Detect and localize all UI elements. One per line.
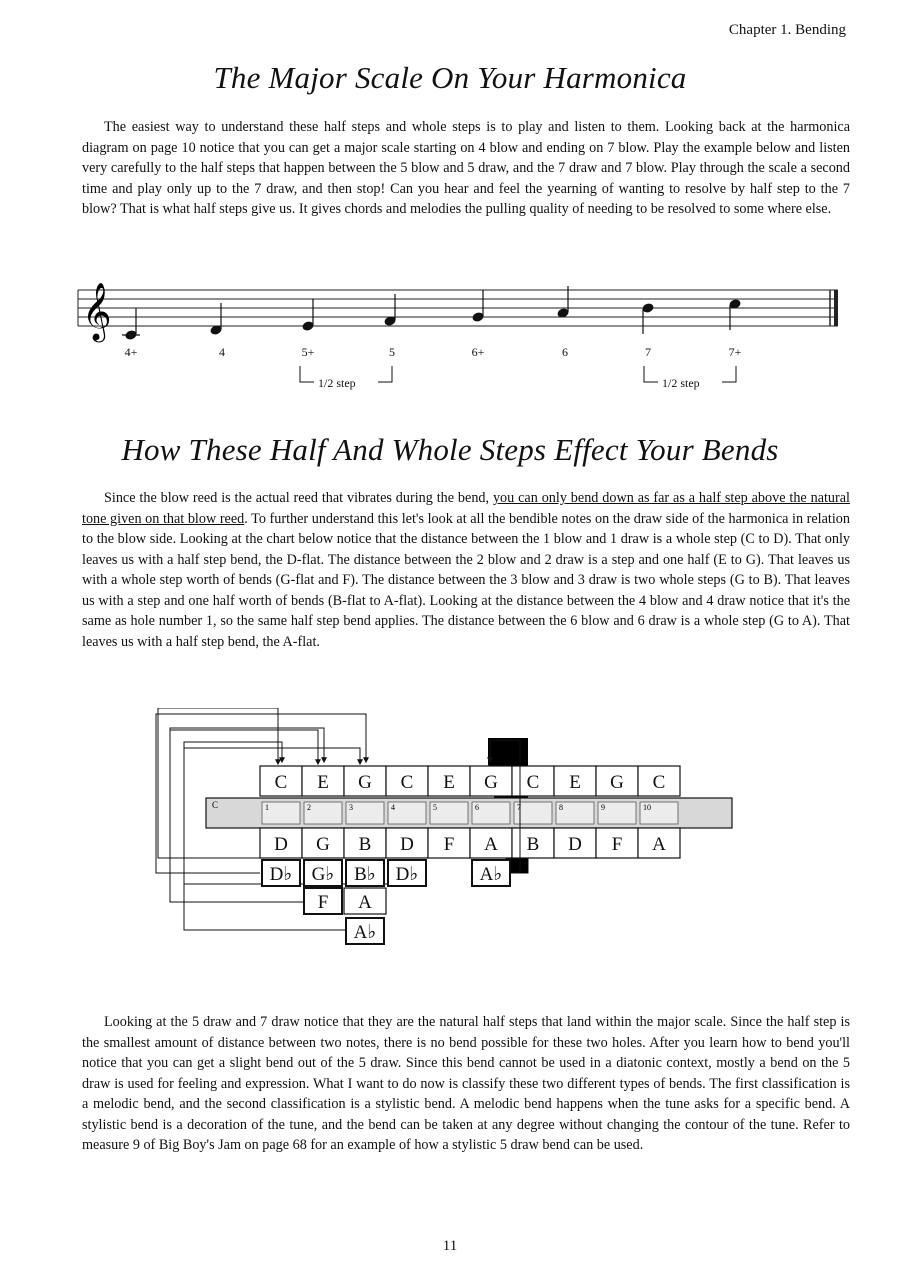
hole-number: 2: [307, 803, 311, 812]
draw-note: B: [358, 834, 372, 855]
bend-note: F: [317, 892, 329, 913]
staff-label: 5: [389, 345, 395, 359]
section-title-bends: How These Half And Whole Steps Effect Your Bends: [121, 432, 779, 467]
half-step-label: 1/2 step: [662, 376, 700, 390]
draw-note: D: [400, 834, 414, 855]
hole-number: 8: [559, 803, 563, 812]
hole-number: 6: [475, 803, 479, 812]
paragraph-major-scale: The easiest way to understand these half steps and whole steps is to play and listen to them. Looking back at the harmonica diagram on page 10 notice that you can get a major scale starting on 4 blow and ending on 7 blow. Play the example below and listen very carefully to the half steps that happen between the 5 blow and 5 draw, and the 7 draw and 7 blow. Play through the scale a second time and play only up to the 7 draw, and then stop! Can you hear and feel the yearning of wanting to resolve by half step to the 7 blow? That is what half steps give us. It gives chords and melodies the pulling quality of needing to be resolved to some where else.: [82, 119, 850, 217]
bend-note: D♭: [269, 864, 293, 885]
blow-note: G: [484, 772, 498, 793]
draw-note: D: [274, 834, 288, 855]
staff-label: 4: [219, 345, 225, 359]
treble-clef-icon: 𝄞: [82, 283, 112, 339]
draw-note: F: [443, 834, 455, 855]
blow-note: C: [652, 772, 666, 793]
staff-label: 6: [562, 345, 568, 359]
blow-note: E: [317, 772, 329, 793]
staff-label: 6+: [471, 345, 485, 359]
blow-note: E: [443, 772, 455, 793]
paragraph-bends: [82, 488, 850, 652]
draw-note: A: [652, 834, 666, 855]
hole-number: 3: [349, 803, 353, 812]
bend-note: B♭: [354, 864, 376, 885]
hole-number: 10: [643, 803, 651, 812]
blow-note: G: [610, 772, 624, 793]
blow-note: C: [400, 772, 414, 793]
section-title-major-scale: The Major Scale On Your Harmonica: [213, 60, 687, 95]
paragraph-bend-types: Looking at the 5 draw and 7 draw notice that they are the natural half steps that land within the major scale. Since the half step is the smallest amount of distance between two notes, there is no bend possible for these two holes. After you learn how to bend you'll notice that you can get a slight bend out of the 5 draw. Since this bend cannot be used in a diatonic context, mostly a bend on the 5 draw is used for feeling and expression. What I want to do now is classify these two different types of bends. The first classification is a melodic bend, and the second classification is a stylistic bend. A melodic bend happens when the tune asks for a specific bend. A stylistic bend is a decoration of the tune, and the bend can be taken at any degree without changing the contour of the tune. Refer to measure 9 of Big Boy's Jam on page 68 for an example of how a stylistic 5 draw bend can be used.: [82, 1014, 850, 1153]
hole-number: 1: [265, 803, 269, 812]
hole-number: 9: [601, 803, 605, 812]
draw-note: A: [484, 834, 498, 855]
bend-note: D♭: [395, 864, 419, 885]
bend-note: A♭: [353, 922, 377, 943]
para-underlined-text: you can only bend down as far as a half step above the natural tone given on that blow reed: [82, 490, 850, 527]
chapter-header: Chapter 1. Bending: [728, 22, 846, 38]
blow-note: C: [274, 772, 288, 793]
half-step-label: 1/2 step: [318, 376, 356, 390]
staff-label: 7: [645, 345, 651, 359]
comb-key-label: C: [212, 800, 219, 810]
blow-note: C: [526, 772, 540, 793]
draw-note: F: [611, 834, 623, 855]
major-scale-staff: [70, 270, 850, 400]
staff-label: 4+: [124, 345, 138, 359]
bend-note: G♭: [311, 864, 335, 885]
para-text: . To further understand this let's look at all the bendible notes on the draw side of the harmonica in relation to the blow side. Looking at the chart below notice that the distance between the 1 blow and 1 draw is a whole step (C to D). That only leaves us with a half step bend, the D-flat. The distance between the 2 blow and 2 draw is a step and one half (E to G). That leaves us with a whole step worth of bends (G-flat and F). The distance between the 3 blow and 3 draw is two whole steps (G to B). That leaves us with a step and one half worth of bends (B-flat to A-flat). Looking at the distance between the 4 blow and 4 draw notice that it's the same as hole number 1, so the same half step bend applies. The distance between the 6 blow and 6 draw is a whole step (G to A). That leaves us with a half step bend, the A-flat.: [82, 510, 850, 650]
bend-note: A: [358, 892, 372, 913]
blow-note: G: [358, 772, 372, 793]
draw-note: D: [568, 834, 582, 855]
bend-note: A♭: [479, 864, 503, 885]
hole-number: 7: [517, 803, 521, 812]
page-number: 11: [442, 1238, 458, 1254]
para-text: Since the blow reed is the actual reed that vibrates during the bend,: [104, 490, 493, 506]
draw-note: G: [316, 834, 330, 855]
staff-label: 5+: [301, 345, 315, 359]
hole-number: 4: [391, 803, 395, 812]
blow-note: E: [569, 772, 581, 793]
staff-label: 7+: [728, 345, 742, 359]
draw-note: B: [526, 834, 540, 855]
harmonica-bend-chart: [148, 708, 748, 958]
hole-number: 5: [433, 803, 437, 812]
